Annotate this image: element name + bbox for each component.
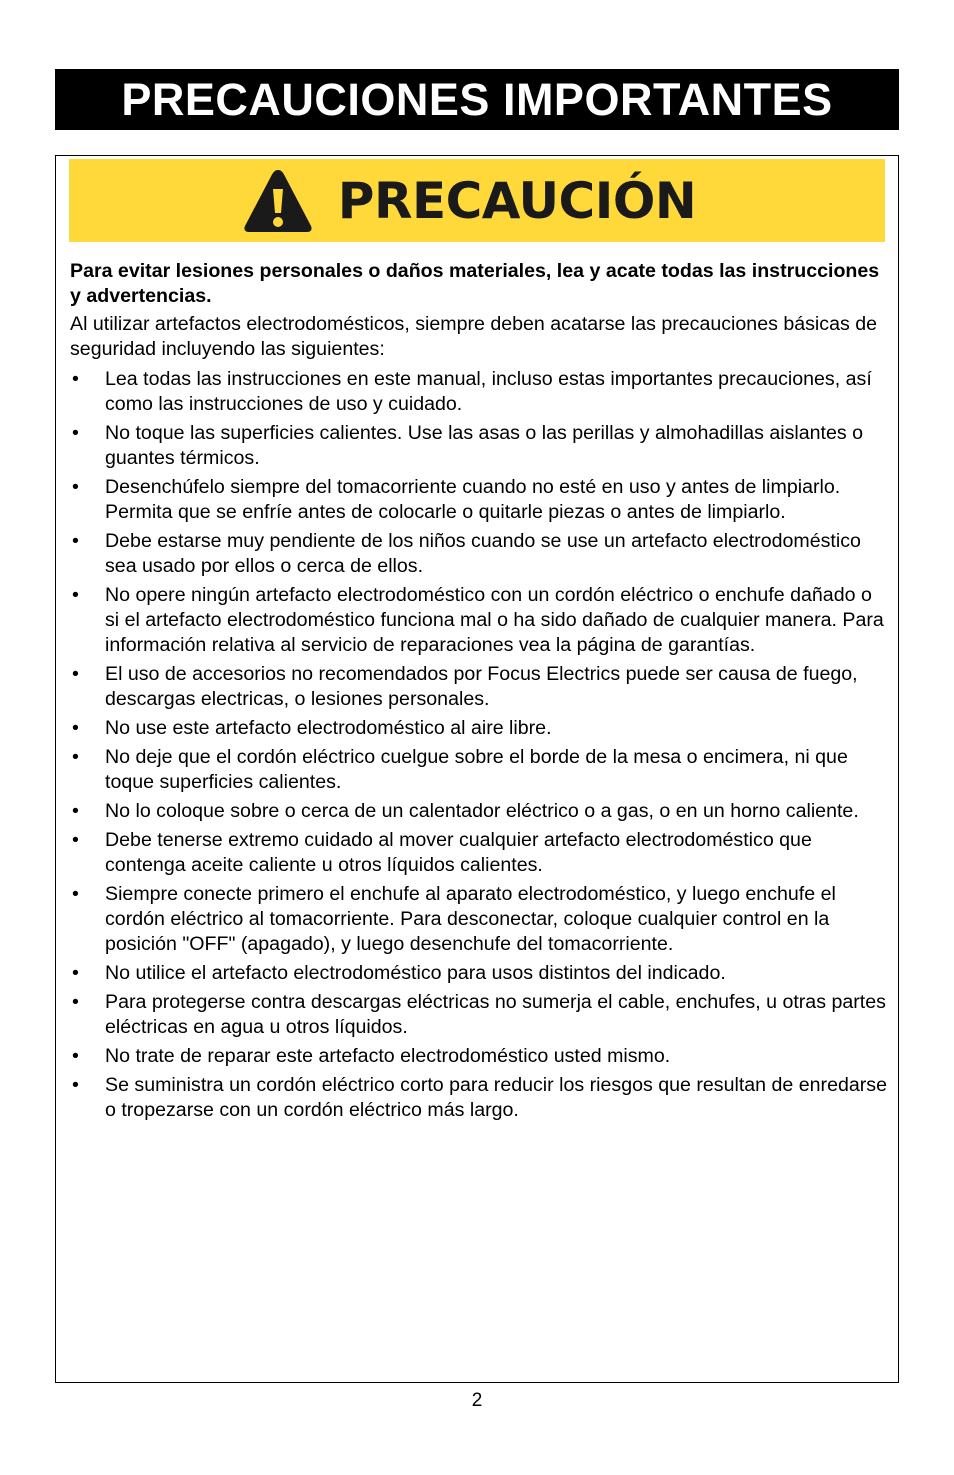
list-item <box>70 529 888 579</box>
bullet-icon: • <box>72 991 79 1013</box>
precautions-list <box>70 367 888 1123</box>
bullet-icon: • <box>72 1074 79 1096</box>
list-item <box>70 745 888 795</box>
list-item <box>70 1044 888 1069</box>
bullet-icon: • <box>72 368 79 390</box>
list-item-text: No deje que el cordón eléctrico cuelgue sobre el borde de la mesa o encimera, ni que toque superficies calientes. <box>105 746 848 793</box>
bullet-icon: • <box>72 584 79 606</box>
bullet-icon: • <box>72 883 79 905</box>
list-item-text: Lea todas las instrucciones en este manual, incluso estas importantes precauciones, así como las instrucciones de uso y cuidado. <box>105 368 872 415</box>
bullet-icon: • <box>72 829 79 851</box>
bullet-icon: • <box>72 1045 79 1067</box>
list-item-text: No opere ningún artefacto electrodoméstico con un cordón eléctrico o enchufe dañado o si el artefacto electrodoméstico funciona mal o ha sido dañado de cualquier manera. Para información relativa al servicio de reparaciones vea la página de garantías. <box>105 584 884 656</box>
precautions-frame <box>55 155 899 1383</box>
bullet-icon: • <box>72 717 79 739</box>
warning-triangle-icon <box>242 167 314 235</box>
list-item-text: No lo coloque sobre o cerca de un calentador eléctrico o a gas, o en un horno caliente. <box>105 800 859 822</box>
bullet-icon: • <box>72 746 79 768</box>
warning-banner-inner <box>242 167 696 235</box>
list-item <box>70 583 888 658</box>
instructions-content <box>70 259 888 1127</box>
intro-paragraph: Al utilizar artefactos electrodomésticos, siempre deben acatarse las precauciones básicas de seguridad incluyendo las siguientes: <box>70 313 878 360</box>
list-item <box>70 475 888 525</box>
list-item <box>70 421 888 471</box>
warning-label: PRECAUCIÓN <box>337 171 697 230</box>
list-item-text: No trate de reparar este artefacto electrodoméstico usted mismo. <box>105 1045 671 1067</box>
bullet-icon: • <box>72 476 79 498</box>
list-item-text: Se suministra un cordón eléctrico corto para reducir los riesgos que resultan de enredarse o tropezarse con un cordón eléctrico más largo. <box>105 1074 887 1121</box>
list-item <box>70 882 888 957</box>
list-item-text: Para protegerse contra descargas eléctricas no sumerja el cable, enchufes, u otras partes eléctricas en agua u otros líquidos. <box>105 991 886 1038</box>
bullet-icon: • <box>72 422 79 444</box>
list-item-text: El uso de accesorios no recomendados por Focus Electrics puede ser causa de fuego, descargas electricas, o lesiones personales. <box>105 663 858 710</box>
list-item-text: No utilice el artefacto electrodoméstico para usos distintos del indicado. <box>105 962 726 984</box>
list-item-text: No toque las superficies calientes. Use las asas o las perillas y almohadillas aislantes o guantes térmicos. <box>105 422 864 469</box>
list-item <box>70 716 888 741</box>
list-item-text: Siempre conecte primero el enchufe al aparato electrodoméstico, y luego enchufe el cordón eléctrico al tomacorriente. Para desconectar, coloque cualquier control en la posición "OFF" (apagado), y luego desenchufe del tomacorriente. <box>105 883 836 955</box>
warning-banner <box>69 159 885 242</box>
list-item-text: Debe estarse muy pendiente de los niños cuando se use un artefacto electrodoméstico sea usado por ellos o cerca de ellos. <box>105 530 861 577</box>
bullet-icon: • <box>72 800 79 822</box>
list-item-text: Desenchúfelo siempre del tomacorriente cuando no esté en uso y antes de limpiarlo. Permita que se enfríe antes de colocarle o quitarle piezas o antes de limpiarlo. <box>105 476 841 523</box>
list-item-text: No use este artefacto electrodoméstico al aire libre. <box>105 717 552 739</box>
page-number: 2 <box>471 1390 483 1411</box>
bullet-icon: • <box>72 962 79 984</box>
list-item <box>70 367 888 417</box>
list-item <box>70 961 888 986</box>
list-item <box>70 662 888 712</box>
list-item <box>70 828 888 878</box>
list-item <box>70 990 888 1040</box>
title-bar <box>55 69 899 130</box>
page-title: PRECAUCIONES IMPORTANTES <box>121 74 833 125</box>
bullet-icon: • <box>72 530 79 552</box>
list-item <box>70 1073 888 1123</box>
list-item-text: Debe tenerse extremo cuidado al mover cualquier artefacto electrodoméstico que contenga aceite caliente u otros líquidos calientes. <box>105 829 812 876</box>
list-item <box>70 799 888 824</box>
lead-paragraph: Para evitar lesiones personales o daños materiales, lea y acate todas las instrucciones y advertencias. <box>70 260 880 307</box>
bullet-icon: • <box>72 663 79 685</box>
